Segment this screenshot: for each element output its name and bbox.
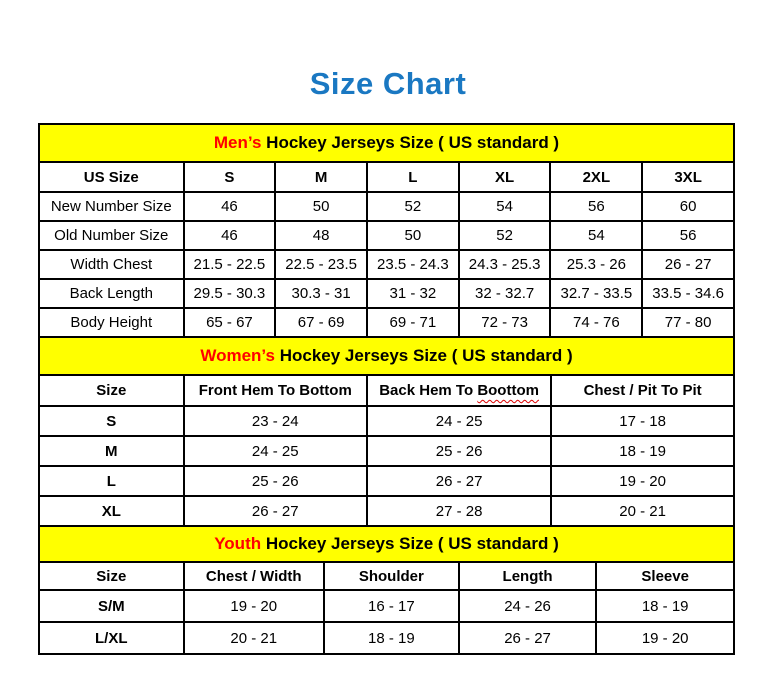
size-value-cell: 17 - 18 xyxy=(551,406,734,436)
size-value-cell: 24 - 25 xyxy=(184,436,367,466)
size-value-cell: 29.5 - 30.3 xyxy=(184,279,276,308)
col-header-xl: XL xyxy=(459,162,551,192)
col-header-3xl: 3XL xyxy=(642,162,734,192)
col-header-size: Size xyxy=(39,375,184,406)
size-value-cell: 30.3 - 31 xyxy=(275,279,367,308)
table-row xyxy=(39,221,734,250)
mens-table-body xyxy=(39,192,734,337)
col-header-length: Length xyxy=(459,562,597,590)
size-value-cell: 74 - 76 xyxy=(550,308,642,337)
row-label: S xyxy=(39,406,184,436)
row-label: L xyxy=(39,466,184,496)
size-value-cell: 54 xyxy=(550,221,642,250)
mens-header-row xyxy=(39,162,734,192)
size-value-cell: 46 xyxy=(184,192,276,221)
mens-table-title xyxy=(39,124,734,162)
table-row xyxy=(39,622,734,654)
size-value-cell: 65 - 67 xyxy=(184,308,276,337)
col-header-size: Size xyxy=(39,562,184,590)
size-value-cell: 50 xyxy=(367,221,459,250)
size-value-cell: 23.5 - 24.3 xyxy=(367,250,459,279)
row-label: M xyxy=(39,436,184,466)
col-header-2xl: 2XL xyxy=(550,162,642,192)
youth-table-body xyxy=(39,590,734,654)
size-value-cell: 20 - 21 xyxy=(184,622,324,654)
size-value-cell: 56 xyxy=(550,192,642,221)
size-value-cell: 60 xyxy=(642,192,734,221)
col-header-sleeve: Sleeve xyxy=(596,562,734,590)
size-value-cell: 18 - 19 xyxy=(596,590,734,622)
youth-title-rest: Hockey Jerseys Size ( US standard ) xyxy=(265,534,559,553)
size-value-cell: 72 - 73 xyxy=(459,308,551,337)
youth-header-row xyxy=(39,562,734,590)
size-value-cell: 32.7 - 33.5 xyxy=(550,279,642,308)
col-header-m: M xyxy=(275,162,367,192)
size-value-cell: 26 - 27 xyxy=(367,466,551,496)
size-value-cell: 20 - 21 xyxy=(551,496,734,526)
youth-title-highlight: Youth xyxy=(214,534,262,553)
misspelled-word: Boottom xyxy=(477,382,539,399)
table-row xyxy=(39,436,734,466)
size-value-cell: 26 - 27 xyxy=(459,622,597,654)
size-value-cell: 22.5 - 23.5 xyxy=(275,250,367,279)
row-label: L/XL xyxy=(39,622,184,654)
womens-title-rest: Hockey Jerseys Size ( US standard ) xyxy=(279,346,573,365)
col-header-l: L xyxy=(367,162,459,192)
col-header-shoulder: Shoulder xyxy=(324,562,459,590)
size-value-cell: 56 xyxy=(642,221,734,250)
size-value-cell: 26 - 27 xyxy=(184,496,367,526)
size-value-cell: 77 - 80 xyxy=(642,308,734,337)
col-header-us-size: US Size xyxy=(39,162,184,192)
size-value-cell: 26 - 27 xyxy=(642,250,734,279)
size-value-cell: 19 - 20 xyxy=(551,466,734,496)
col-header-chest-width: Chest / Width xyxy=(184,562,324,590)
size-value-cell: 25 - 26 xyxy=(184,466,367,496)
table-row xyxy=(39,308,734,337)
row-label: Body Height xyxy=(39,308,184,337)
womens-header-row xyxy=(39,375,734,406)
size-value-cell: 21.5 - 22.5 xyxy=(184,250,276,279)
size-value-cell: 46 xyxy=(184,221,276,250)
table-row xyxy=(39,496,734,526)
size-value-cell: 50 xyxy=(275,192,367,221)
mens-size-table xyxy=(38,123,735,338)
size-value-cell: 31 - 32 xyxy=(367,279,459,308)
table-row xyxy=(39,466,734,496)
womens-table-title xyxy=(39,337,734,375)
size-value-cell: 25 - 26 xyxy=(367,436,551,466)
table-row xyxy=(39,279,734,308)
size-value-cell: 18 - 19 xyxy=(324,622,459,654)
mens-table-band xyxy=(39,124,734,162)
col-header-chest-pit: Chest / Pit To Pit xyxy=(551,375,734,406)
size-value-cell: 32 - 32.7 xyxy=(459,279,551,308)
row-label: New Number Size xyxy=(39,192,184,221)
row-label: Width Chest xyxy=(39,250,184,279)
size-value-cell: 52 xyxy=(459,221,551,250)
table-row xyxy=(39,192,734,221)
size-value-cell: 16 - 17 xyxy=(324,590,459,622)
size-value-cell: 69 - 71 xyxy=(367,308,459,337)
size-value-cell: 19 - 20 xyxy=(184,590,324,622)
row-label: Back Length xyxy=(39,279,184,308)
row-label: XL xyxy=(39,496,184,526)
size-value-cell: 48 xyxy=(275,221,367,250)
size-value-cell: 52 xyxy=(367,192,459,221)
size-value-cell: 67 - 69 xyxy=(275,308,367,337)
size-value-cell: 33.5 - 34.6 xyxy=(642,279,734,308)
back-hem-prefix: Back Hem To xyxy=(379,382,474,399)
size-value-cell: 24 - 26 xyxy=(459,590,597,622)
youth-table-band xyxy=(39,526,734,562)
size-value-cell: 18 - 19 xyxy=(551,436,734,466)
size-value-cell: 19 - 20 xyxy=(596,622,734,654)
mens-title-rest: Hockey Jerseys Size ( US standard ) xyxy=(266,133,560,152)
col-header-back-hem xyxy=(367,375,551,406)
mens-title-highlight: Men’s xyxy=(213,133,262,152)
size-tables-container xyxy=(38,123,735,655)
womens-table-band xyxy=(39,337,734,375)
size-value-cell: 54 xyxy=(459,192,551,221)
size-value-cell: 23 - 24 xyxy=(184,406,367,436)
table-row xyxy=(39,590,734,622)
row-label: Old Number Size xyxy=(39,221,184,250)
youth-size-table xyxy=(38,525,735,655)
size-value-cell: 24.3 - 25.3 xyxy=(459,250,551,279)
table-row xyxy=(39,406,734,436)
col-header-front-hem: Front Hem To Bottom xyxy=(184,375,367,406)
womens-size-table xyxy=(38,336,735,527)
table-row xyxy=(39,250,734,279)
size-value-cell: 24 - 25 xyxy=(367,406,551,436)
size-value-cell: 25.3 - 26 xyxy=(550,250,642,279)
col-header-s: S xyxy=(184,162,276,192)
size-value-cell: 27 - 28 xyxy=(367,496,551,526)
womens-table-body xyxy=(39,406,734,526)
youth-table-title xyxy=(39,526,734,562)
page-title: Size Chart xyxy=(309,66,467,101)
row-label: S/M xyxy=(39,590,184,622)
womens-title-highlight: Women’s xyxy=(200,346,275,365)
